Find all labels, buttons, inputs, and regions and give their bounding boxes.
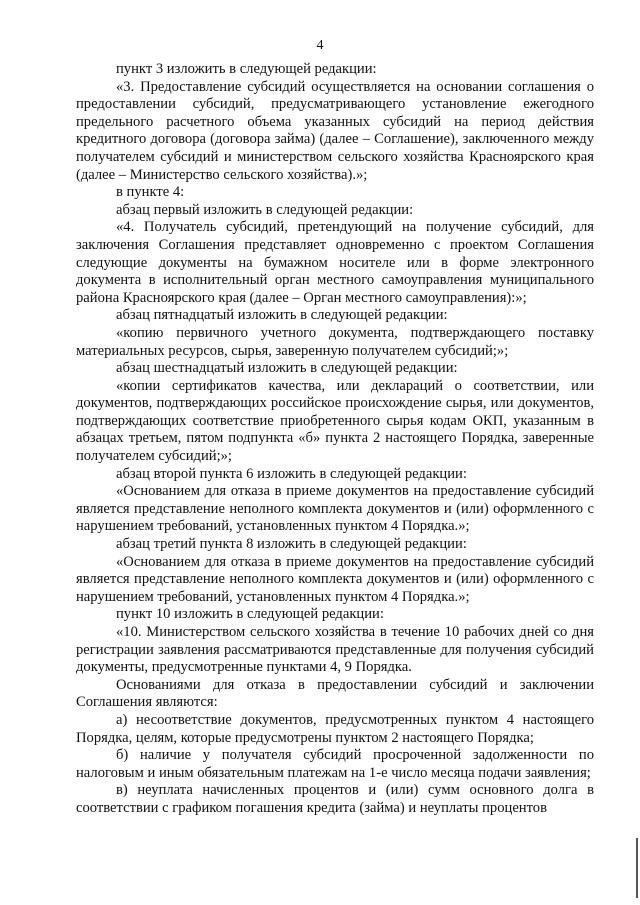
paragraph: в) неуплата начисленных процентов и (или) сумм основного долга в соответствии с графиком погашения кредита (займа) и неуплаты процентов xyxy=(76,782,594,816)
paragraph: абзац второй пункта 6 изложить в следующей редакции: xyxy=(116,465,467,482)
paragraph: «копию первичного учетного документа, подтверждающего поставку материальных ресурсов, сырья, заверенную получателем субсидий;»; xyxy=(76,324,594,359)
document-body xyxy=(76,61,594,818)
scan-edge-mark xyxy=(636,838,638,898)
paragraph: пункт 10 изложить в следующей редакции: xyxy=(116,606,384,623)
paragraph: «10. Министерством сельского хозяйства в течение 10 рабочих дней со дня регистрации заявления рассматриваются представленные для получения субсидий документы, предусмотренные пунктами 4, 9 Порядка. xyxy=(76,624,594,676)
paragraph: Основаниями для отказа в предоставлении субсидий и заключении Соглашения являются: xyxy=(76,676,594,711)
paragraph: «копии сертификатов качества, или деклараций о соответствии, или документов, подтверждающих российское происхождение сырья, или документов, подтверждающих соответствие приобретенного сырья кодам ОКП, указанным в абзацах третьем, пятом подпункта «б» пункта 2 настоящего Порядка, заверенные получателем субсидий;»; xyxy=(76,377,594,465)
paragraph: абзац шестнадцатый изложить в следующей редакции: xyxy=(116,360,458,377)
page-number: 4 xyxy=(316,38,324,53)
paragraph: б) наличие у получателя субсидий просроченной задолженности по налоговым и иным обязательным платежам на 1-е число месяца подачи заявления; xyxy=(76,747,594,781)
paragraph: абзац первый изложить в следующей редакции: xyxy=(116,201,414,218)
paragraph: «Основанием для отказа в приеме документов на предоставление субсидий является представление неполного комплекта документов и (или) оформленного с нарушением требований, установленных пунктом 4 Порядка.»; xyxy=(76,553,594,605)
paragraph: «4. Получатель субсидий, претендующий на получение субсидий, для заключения Соглашения представляет одновременно с проектом Соглашения следующие документы на бумажном носителе или в форме электронного документа в исполнительный орган местного самоуправления муниципального района Красноярского края (далее – Орган местного самоуправления):»; xyxy=(76,219,594,306)
paragraph: абзац пятнадцатый изложить в следующей редакции: xyxy=(116,307,448,324)
paragraph: «Основанием для отказа в приеме документов на предоставление субсидий является представление неполного комплекта документов и (или) оформленного с нарушением требований, установленных пунктом 4 Порядка.»; xyxy=(76,483,594,535)
paragraph: в пункте 4: xyxy=(116,184,185,201)
paragraph: пункт 3 изложить в следующей редакции: xyxy=(116,61,377,77)
paragraph: «3. Предоставление субсидий осуществляется на основании соглашения о предоставлении субсидий, предусматривающего установление ежегодного предельного расчетного объема указанных субсидий на период действия кредитного договора (договора займа) (далее – Соглашение), заключенного между получателем субсидий и министерством сельского хозяйства Красноярского края (далее – Министерство сельского хозяйства).»; xyxy=(76,78,594,183)
paragraph: абзац третий пункта 8 изложить в следующей редакции: xyxy=(116,536,467,553)
paragraph: а) несоответствие документов, предусмотренных пунктом 4 настоящего Порядка, целям, которые предусмотрены пунктом 2 настоящего Порядка; xyxy=(76,711,594,746)
